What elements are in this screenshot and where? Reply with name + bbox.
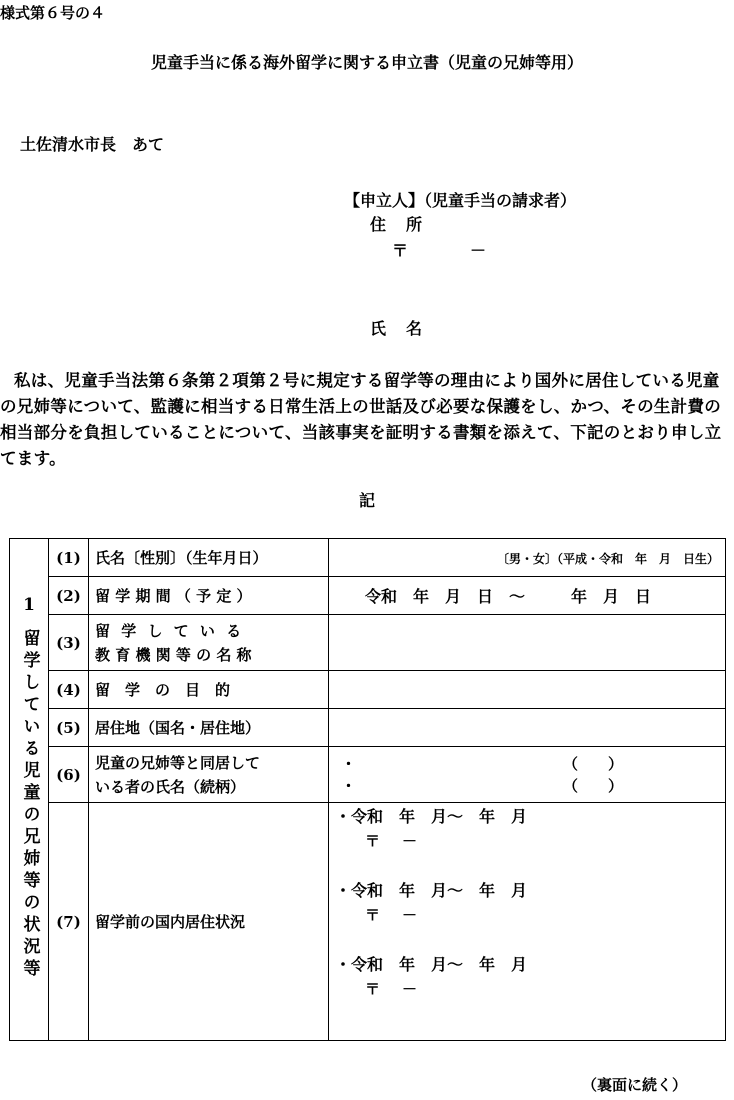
table-row [10, 539, 726, 577]
applicant-heading: 【申立人】（児童手当の請求者） [344, 191, 577, 210]
table-row [10, 747, 726, 803]
document-title: 児童手当に係る海外留学に関する申立書（児童の兄姉等用） [150, 53, 583, 72]
study-purpose-field[interactable] [329, 671, 726, 709]
postal-dash: － [470, 241, 487, 260]
row-number: (2) [49, 577, 89, 615]
cohabitant-entry [335, 775, 719, 797]
row-number: (6) [49, 747, 89, 803]
period-end: 年 月 日 [571, 587, 652, 606]
row-label [89, 747, 329, 803]
residence-period: ・令和 年 月～ 年 月 [335, 955, 528, 974]
row-label: 居住地（国名・居住地） [89, 709, 329, 747]
section-cell [10, 539, 49, 1041]
name-gender-birthdate-field[interactable] [329, 539, 726, 577]
residence-period: ・令和 年 月～ 年 月 [335, 881, 528, 900]
section-title: 留学している児童の兄姉等の状況等 [19, 628, 40, 981]
study-period-field[interactable] [329, 577, 726, 615]
bullet: ・ [341, 776, 357, 795]
period-tilde: ～ [509, 587, 526, 606]
postal-dash: － [402, 832, 418, 850]
residence-field[interactable] [329, 709, 726, 747]
table-row [10, 671, 726, 709]
statement-text: 私は、児童手当法第６条第２項第２号に規定する留学等の理由により国外に居住している児童の兄姉等について、監護に相当する日常生活上の世話及び必要な保護をし、かつ、その生計費の相当部分を負担していることについて、当該事実を証明する書類を添えて、下記のとおり申し立てます。 [0, 371, 722, 468]
postal-mark: 〒 [392, 241, 409, 260]
table-row [10, 709, 726, 747]
bullet: ・ [341, 754, 357, 773]
cohabitant-entry [335, 753, 719, 775]
residence-entry [335, 953, 719, 1001]
postal-dash: － [402, 906, 418, 924]
form-id: 様式第６号の４ [0, 4, 106, 22]
row-number: (7) [49, 803, 89, 1041]
row-number: (3) [49, 615, 89, 671]
residence-entry [335, 805, 719, 853]
addressee: 土佐清水市長 あて [20, 135, 165, 154]
residence-period: ・令和 年 月～ 年 月 [335, 807, 528, 826]
postal-dash: － [402, 980, 418, 998]
label-line: 留 学 し て い る [95, 621, 245, 640]
prior-residence-field[interactable] [329, 803, 726, 1041]
ki-heading: 記 [358, 491, 375, 510]
cohabitants-field[interactable] [329, 747, 726, 803]
row-label: 留 学 期 間 （ 予 定 ） [89, 577, 329, 615]
continue-note: （裏面に続く） [582, 1076, 688, 1094]
row-number: (5) [49, 709, 89, 747]
table-row [10, 803, 726, 1041]
label-line: いる者の氏名（続柄） [95, 777, 246, 796]
row-label: 留学前の国内居住状況 [89, 803, 329, 1041]
postal-mark: 〒 [365, 980, 381, 998]
postal-mark: 〒 [365, 832, 381, 850]
address-label: 住 所 [370, 215, 425, 234]
residence-entry [335, 879, 719, 927]
name-label: 氏 名 [370, 319, 425, 338]
table-row [10, 577, 726, 615]
period-start: 令和 年 月 日 [365, 587, 494, 606]
institution-name-field[interactable] [329, 615, 726, 671]
table-row [10, 615, 726, 671]
row-number: (1) [49, 539, 89, 577]
gender-birthdate-text: 〔男・女〕（平成・令和 年 月 日生） [496, 551, 719, 566]
label-line: 児童の兄姉等と同居して [95, 753, 261, 772]
label-line: 教 育 機 関 等 の 名 称 [95, 645, 252, 664]
status-table [9, 538, 726, 1041]
section-number: 1 [23, 594, 35, 615]
row-label: 留 学 の 目 的 [89, 671, 329, 709]
row-label: 氏名〔性別〕（生年月日） [89, 539, 329, 577]
row-number: (4) [49, 671, 89, 709]
postal-mark: 〒 [365, 906, 381, 924]
relationship-paren: （ ） [563, 754, 624, 773]
relationship-paren: （ ） [563, 776, 624, 795]
row-label [89, 615, 329, 671]
